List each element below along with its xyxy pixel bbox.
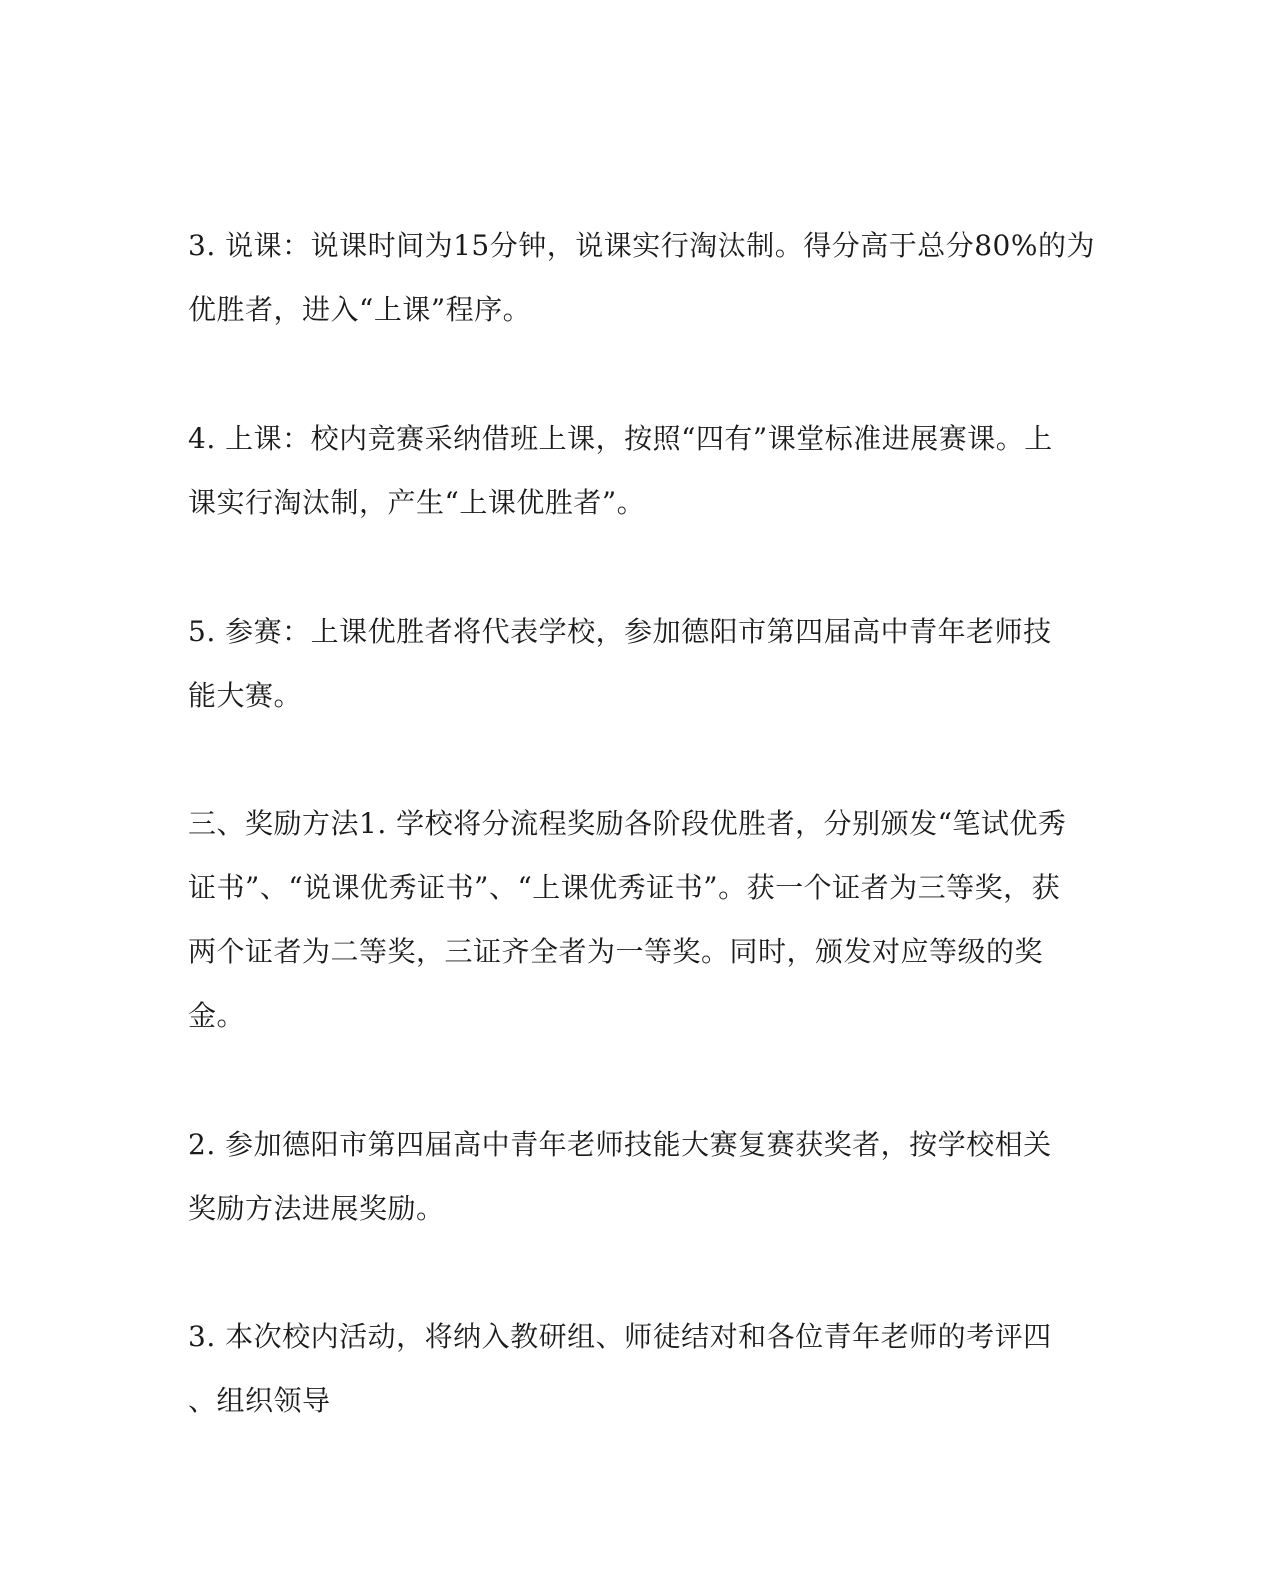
- text-line: 三、奖励方法1. 学校将分流程奖励各阶段优胜者，分别颁发“笔试优秀: [188, 807, 1067, 840]
- text-line: 2. 参加德阳市第四届高中青年老师技能大赛复赛获奖者，按学校相关: [188, 1128, 1052, 1161]
- text-line: 证书”、“说课优秀证书”、“上课优秀证书”。获一个证者为三等奖，获: [188, 871, 1061, 904]
- text-line: 4. 上课：校内竞赛采纳借班上课，按照“四有”课堂标准进展赛课。上: [188, 422, 1053, 455]
- text-line: 3. 说课：说课时间为15分钟，说课实行淘汰制。得分高于总分80%的为: [188, 229, 1095, 262]
- text-line: 课实行淘汰制，产生“上课优胜者”。: [188, 486, 646, 519]
- text-line: 金。: [188, 999, 246, 1032]
- text-line: 、组织领导: [188, 1384, 331, 1417]
- text-line: 3. 本次校内活动，将纳入教研组、师徒结对和各位青年老师的考评四: [188, 1320, 1052, 1353]
- text-line: 能大赛。: [188, 679, 303, 712]
- text-line: 优胜者，进入“上课”程序。: [188, 293, 532, 326]
- text-line: 奖励方法进展奖励。: [188, 1192, 445, 1225]
- text-line: 5. 参赛：上课优胜者将代表学校，参加德阳市第四届高中青年老师技: [188, 615, 1052, 648]
- text-line: 两个证者为二等奖，三证齐全者为一等奖。同时，颁发对应等级的奖: [188, 935, 1044, 968]
